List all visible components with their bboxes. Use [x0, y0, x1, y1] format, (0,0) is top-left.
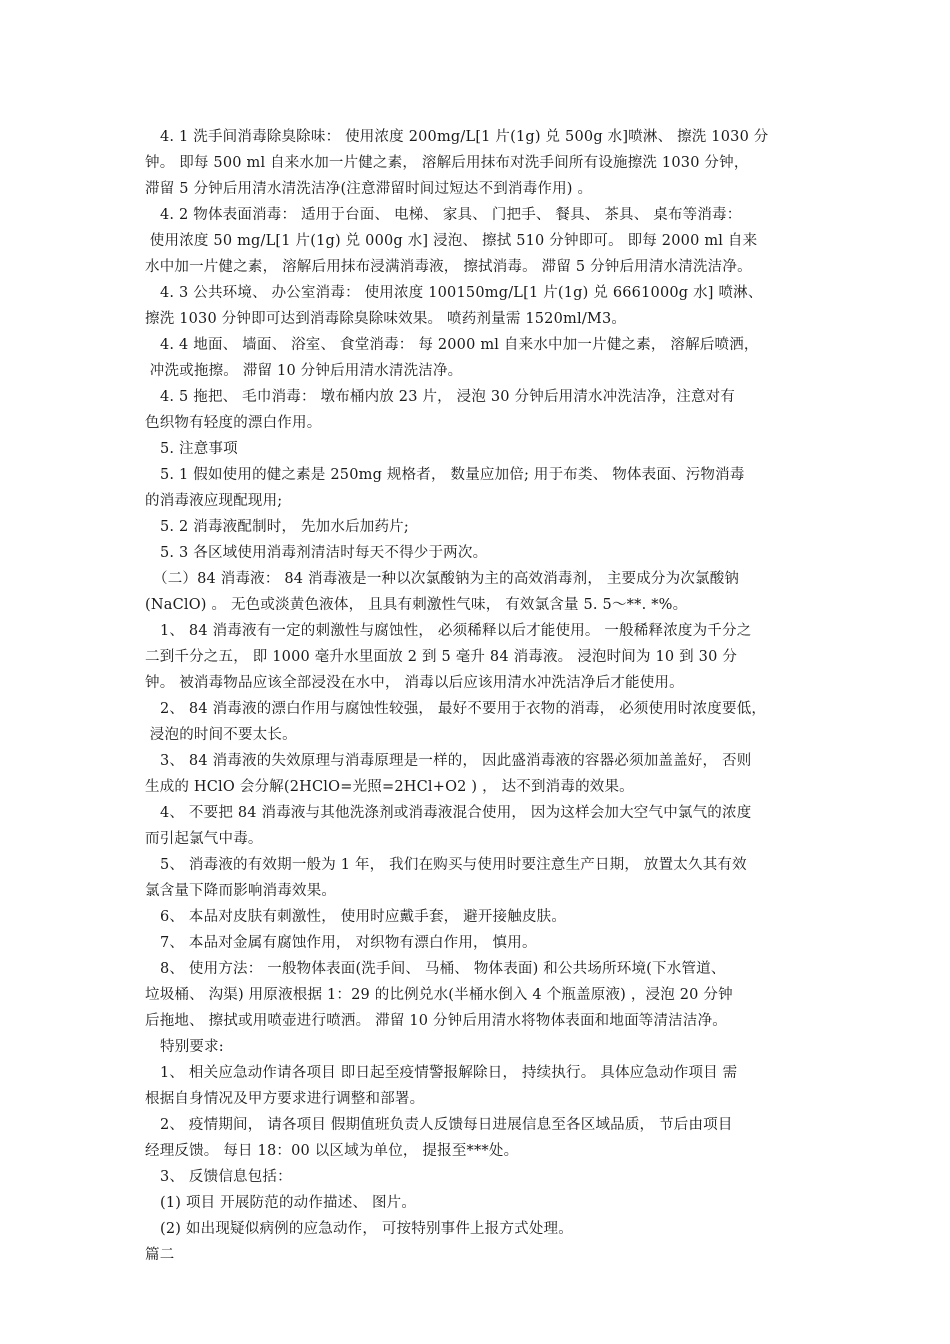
text-line: 经理反馈。 每日 18：00 以区域为单位， 提报至***处。: [145, 1143, 519, 1159]
text-line: 冲洗或拖擦。 滞留 10 分钟后用清水清洗洁净。: [145, 363, 463, 379]
section-heading: 特别要求:: [160, 1039, 224, 1055]
text-line: 2、 84 消毒液的漂白作用与腐蚀性较强， 最好不要用于衣物的消毒， 必须使用时浓度要低，: [160, 701, 767, 717]
text-line: 1、 84 消毒液有一定的刺激性与腐蚀性， 必须稀释以后才能使用。 一般稀释浓度为千分之: [160, 623, 752, 639]
text-line: 8、 使用方法： 一般物体表面(洗手间、 马桶、 物体表面) 和公共场所环境(下水管道、: [160, 961, 726, 977]
text-line: 的消毒液应现配现用;: [145, 493, 283, 509]
text-line: 二到千分之五， 即 1000 毫升水里面放 2 到 5 毫升 84 消毒液。 浸泡时间为 10 到 30 分: [145, 649, 738, 665]
text-line: 2、 疫情期间， 请各项目 假期值班负责人反馈每日进展信息至各区域品质， 节后由项目: [160, 1117, 733, 1133]
text-line: 6、 本品对皮肤有刺激性， 使用时应戴手套， 避开接触皮肤。: [160, 909, 567, 925]
text-line: (1) 项目 开展防范的动作描述、 图片。: [160, 1195, 417, 1211]
text-line: 滞留 5 分钟后用清水清洗洁净(注意滞留时间过短达不到消毒作用) 。: [145, 181, 593, 197]
text-line: 5. 3 各区域使用消毒剂清洁时每天不得少于两次。: [160, 545, 488, 561]
text-line: 4. 4 地面、 墙面、 浴室、 食堂消毒： 每 2000 ml 自来水中加一片健之素， 溶解后喷洒，: [160, 337, 759, 353]
text-line: 3、 反馈信息包括：: [160, 1169, 292, 1185]
text-line: 生成的 HClO 会分解(2HClO=光照=2HCl+O2 ) ， 达不到消毒的效果。: [145, 779, 634, 795]
text-line: 3、 84 消毒液的失效原理与消毒原理是一样的， 因此盛消毒液的容器必须加盖盖好， 否则: [160, 753, 752, 769]
section-heading: （二）84 消毒液： 84 消毒液是一种以次氯酸钠为主的高效消毒剂， 主要成分为次氯酸钠: [153, 571, 740, 587]
text-line: 水中加一片健之素， 溶解后用抹布浸满消毒液， 擦拭消毒。 滞留 5 分钟后用清水清洗洁净。: [145, 259, 752, 275]
text-line: 色织物有轻度的漂白作用。: [145, 415, 322, 431]
text-line: 4. 5 拖把、 毛巾消毒： 墩布桶内放 23 片， 浸泡 30 分钟后用清水冲洗洁净，注意对有: [160, 389, 736, 405]
text-line: 1、 相关应急动作请各项目 即日起至疫情警报解除日， 持续执行。 具体应急动作项目 需: [160, 1065, 738, 1081]
text-line: 根据自身情况及甲方要求进行调整和部署。: [145, 1091, 425, 1107]
text-line: 垃圾桶、 沟渠) 用原液根据 1：29 的比例兑水(半桶水倒入 4 个瓶盖原液) ，浸泡 20 分钟: [145, 987, 733, 1003]
text-line: 使用浓度 50 mg/L[1 片(1g) 兑 000g 水] 浸泡、 擦拭 510 分钟即可。 即每 2000 ml 自来: [145, 233, 758, 249]
text-line: 而引起氯气中毒。: [145, 831, 263, 847]
text-line: 后拖地、 擦拭或用喷壶进行喷洒。 滞留 10 分钟后用清水将物体表面和地面等清洁洁净。: [145, 1013, 727, 1029]
section-heading: 5. 注意事项: [160, 441, 238, 457]
text-line: 5. 2 消毒液配制时， 先加水后加药片;: [160, 519, 409, 535]
text-line: 7、 本品对金属有腐蚀作用， 对织物有漂白作用， 慎用。: [160, 935, 537, 951]
text-line: 4、 不要把 84 消毒液与其他洗涤剂或消毒液混合使用， 因为这样会加大空气中氯气的浓度: [160, 805, 752, 821]
text-line: 5、 消毒液的有效期一般为 1 年， 我们在购买与使用时要注意生产日期， 放置太久其有效: [160, 857, 747, 873]
text-line: (2) 如出现疑似病例的应急动作， 可按特别事件上报方式处理。: [160, 1221, 573, 1237]
text-line: 4. 3 公共环境、 办公室消毒： 使用浓度 100150mg/L[1 片(1g) 兑 6661000g 水] 喷淋、: [160, 285, 763, 301]
text-line: 擦洗 1030 分钟即可达到消毒除臭除味效果。 喷药剂量需 1520ml/M3。: [145, 311, 627, 327]
text-line: 氯含量下降而影响消毒效果。: [145, 883, 337, 899]
text-line: (NaClO) 。 无色或淡黄色液体， 且具有刺激性气味， 有效氯含量 5. 5～**. *%。: [145, 597, 688, 613]
text-line: 钟。 被消毒物品应该全部浸没在水中， 消毒以后应该用清水冲洗洁净后才能使用。: [145, 675, 684, 691]
text-line: 钟。 即每 500 ml 自来水加一片健之素， 溶解后用抹布对洗手间所有设施擦洗 1030 分钟，: [145, 155, 749, 171]
section-heading: 篇二: [145, 1247, 175, 1263]
text-line: 4. 2 物体表面消毒： 适用于台面、 电梯、 家具、 门把手、 餐具、 茶具、 桌布等消毒：: [160, 207, 742, 223]
text-line: 浸泡的时间不要太长。: [145, 727, 297, 743]
text-line: 5. 1 假如使用的健之素是 250mg 规格者， 数量应加倍; 用于布类、 物体表面、污物消毒: [160, 467, 745, 483]
text-line: 4. 1 洗手间消毒除臭除味： 使用浓度 200mg/L[1 片(1g) 兑 500g 水]喷淋、 擦洗 1030 分: [160, 129, 769, 145]
